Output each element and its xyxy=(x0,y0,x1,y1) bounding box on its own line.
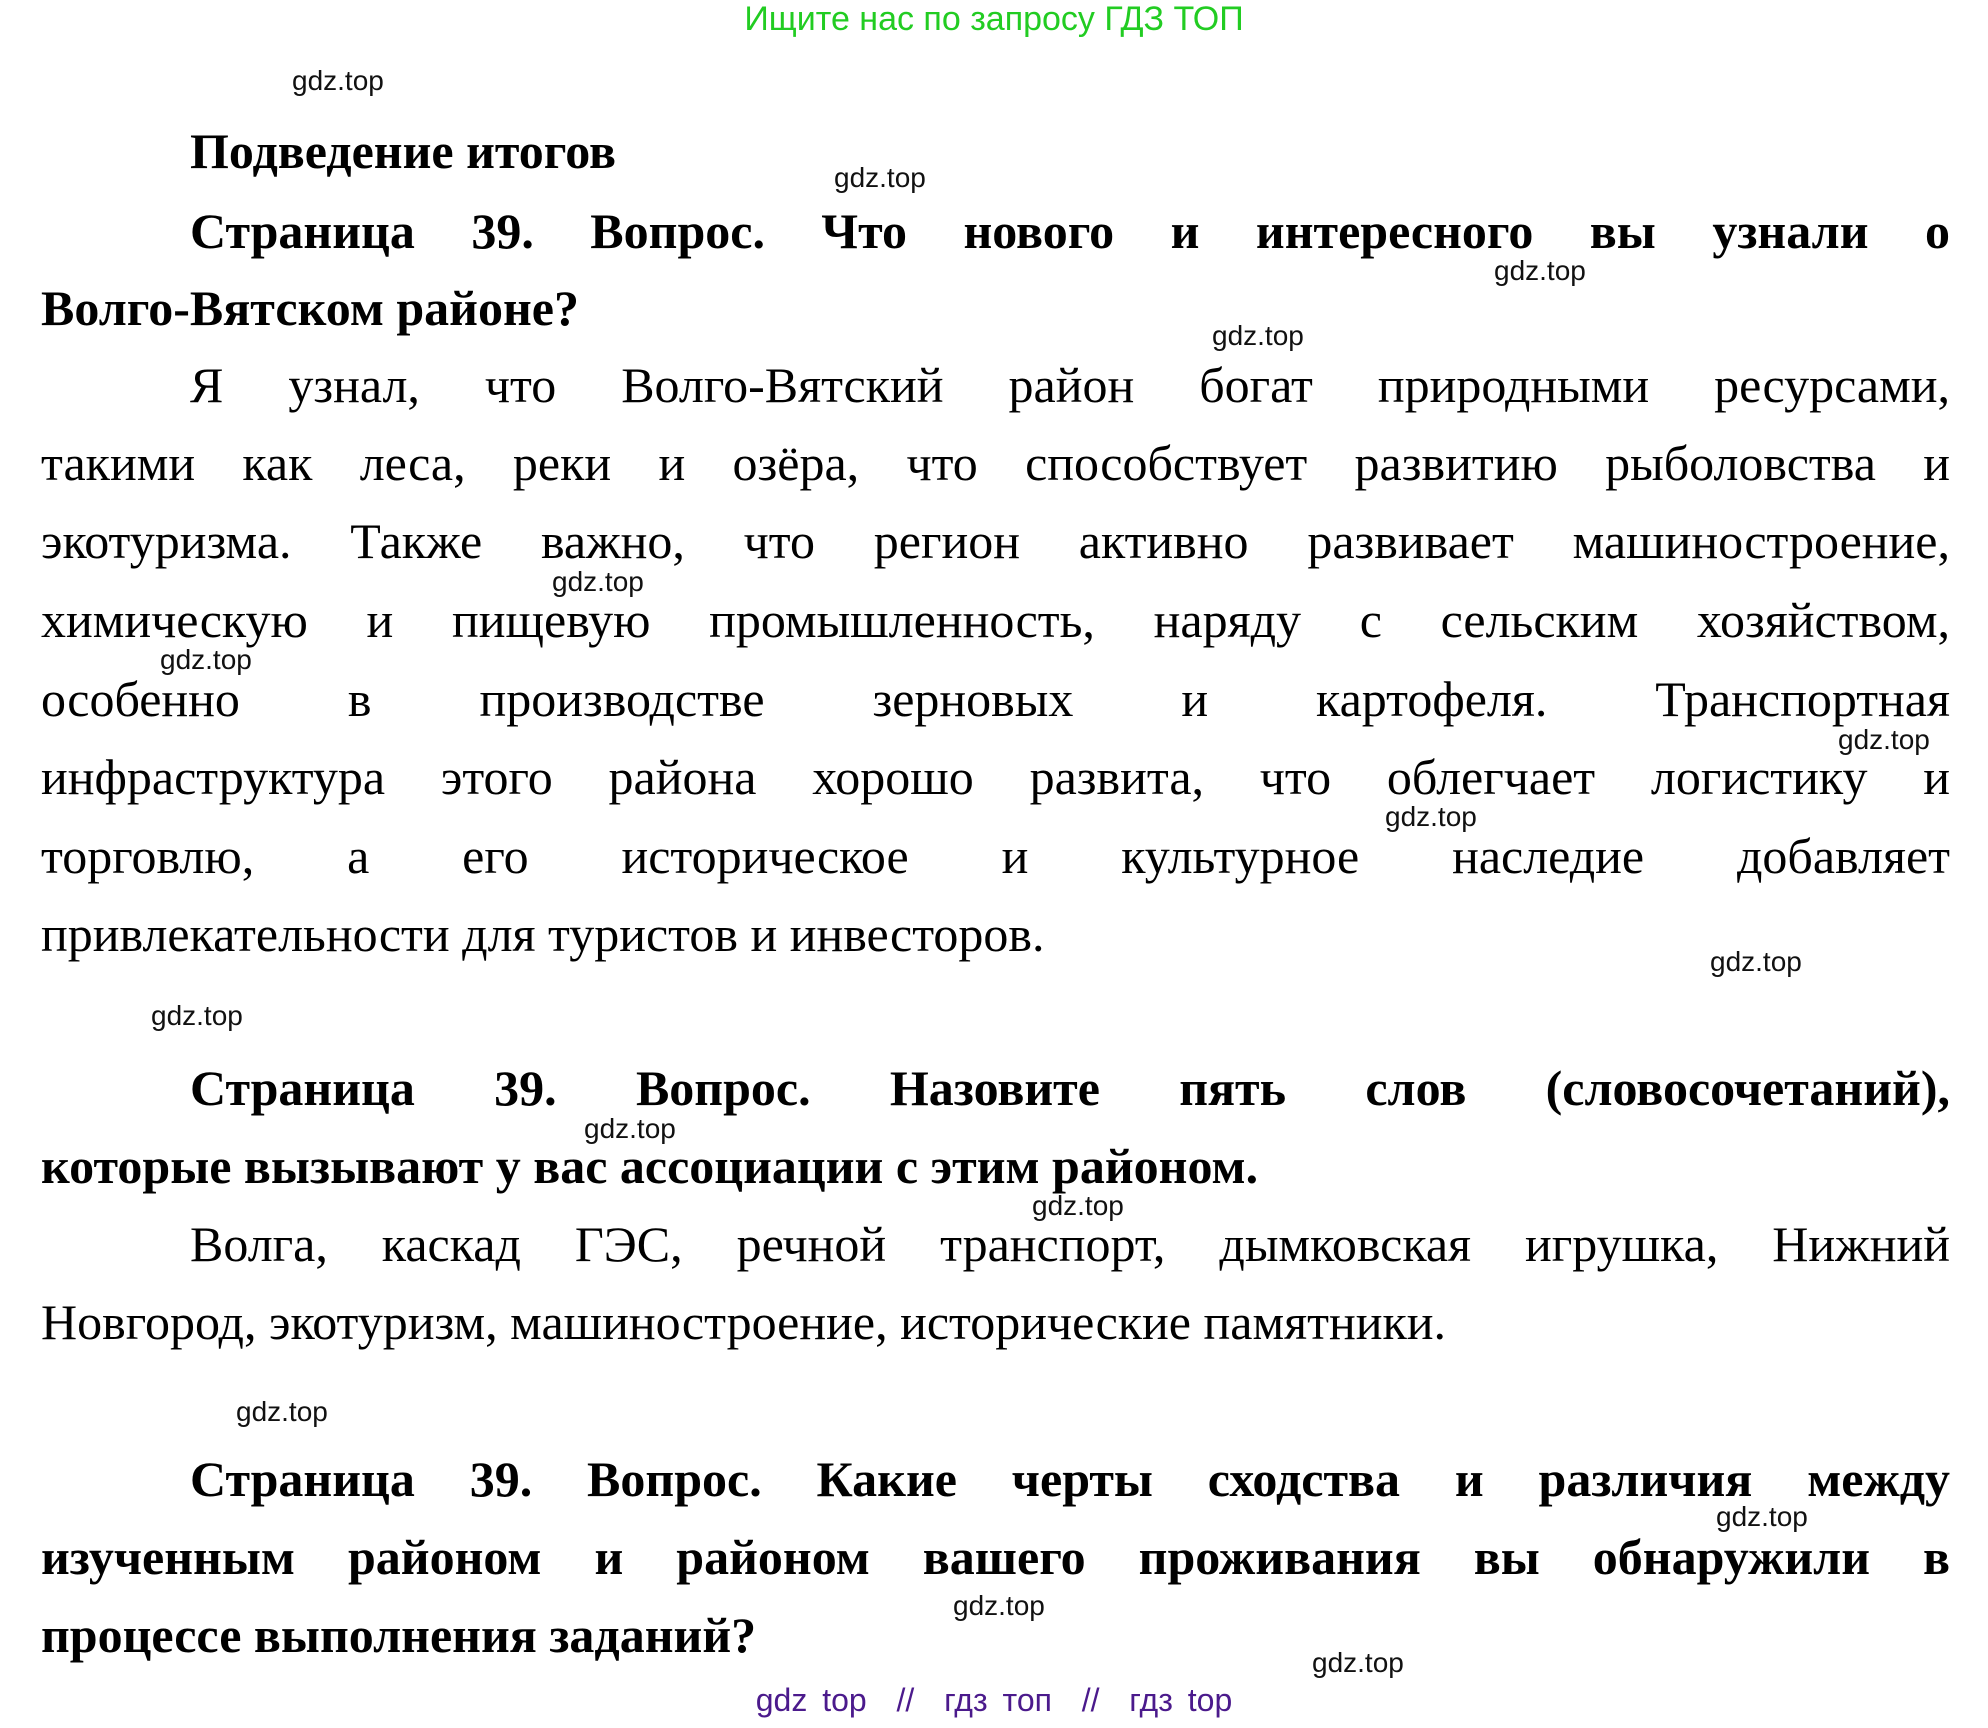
question-3-line: Страница 39. Вопрос. Какие черты сходства и различия между xyxy=(190,1451,1950,1507)
search-banner: Ищите нас по запросу ГДЗ ТОП xyxy=(744,0,1244,38)
answer-2-line: Волга, каскад ГЭС, речной транспорт, дымковская игрушка, Нижний xyxy=(190,1216,1950,1272)
section-heading: Подведение итогов xyxy=(190,123,617,179)
answer-1-line: химическую и пищевую промышленность, наряду с сельским хозяйством, xyxy=(41,592,1950,648)
watermark: gdz.top xyxy=(584,1113,676,1144)
question-3-line: процессе выполнения заданий? xyxy=(41,1607,757,1663)
watermark: gdz.top xyxy=(1032,1190,1124,1221)
answer-1-line: экотуризма. Также важно, что регион активно развивает машиностроение, xyxy=(41,513,1950,569)
watermark: gdz.top xyxy=(1312,1647,1404,1678)
answer-1-line: особенно в производстве зерновых и картофеля. Транспортная xyxy=(41,671,1950,727)
footer-links: gdz top // гдз топ // гдз top xyxy=(755,1682,1233,1718)
question-1-line: Страница 39. Вопрос. Что нового и интересного вы узнали о xyxy=(190,203,1950,259)
answer-1-line: Я узнал, что Волго-Вятский район богат природными ресурсами, xyxy=(190,357,1950,413)
answer-1-line: привлекательности для туристов и инвесторов. xyxy=(41,906,1045,962)
watermark: gdz.top xyxy=(1212,320,1304,351)
watermark: gdz.top xyxy=(1716,1501,1808,1532)
question-1-line: Волго-Вятском районе? xyxy=(41,280,579,336)
answer-1-line: инфраструктура этого района хорошо развита, что облегчает логистику и xyxy=(41,749,1950,805)
watermark: gdz.top xyxy=(1494,255,1586,286)
watermark: gdz.top xyxy=(1385,801,1477,832)
question-3-line: изученным районом и районом вашего проживания вы обнаружили в xyxy=(41,1529,1950,1585)
watermark: gdz.top xyxy=(236,1396,328,1427)
watermark: gdz.top xyxy=(834,162,926,193)
answer-1-line: торговлю, а его историческое и культурное наследие добавляет xyxy=(41,828,1950,884)
answer-1-line: такими как леса, реки и озёра, что способствует развитию рыболовства и xyxy=(41,435,1950,491)
watermark: gdz.top xyxy=(1710,946,1802,977)
watermark: gdz.top xyxy=(552,566,644,597)
watermark: gdz.top xyxy=(160,644,252,675)
question-2-line: Страница 39. Вопрос. Назовите пять слов (словосочетаний), xyxy=(190,1060,1950,1116)
watermark: gdz.top xyxy=(292,65,384,96)
question-2-line: которые вызывают у вас ассоциации с этим районом. xyxy=(41,1138,1259,1194)
watermark: gdz.top xyxy=(1838,724,1930,755)
answer-2-line: Новгород, экотуризм, машиностроение, исторические памятники. xyxy=(41,1294,1447,1350)
watermark: gdz.top xyxy=(151,1000,243,1031)
watermark: gdz.top xyxy=(953,1590,1045,1621)
